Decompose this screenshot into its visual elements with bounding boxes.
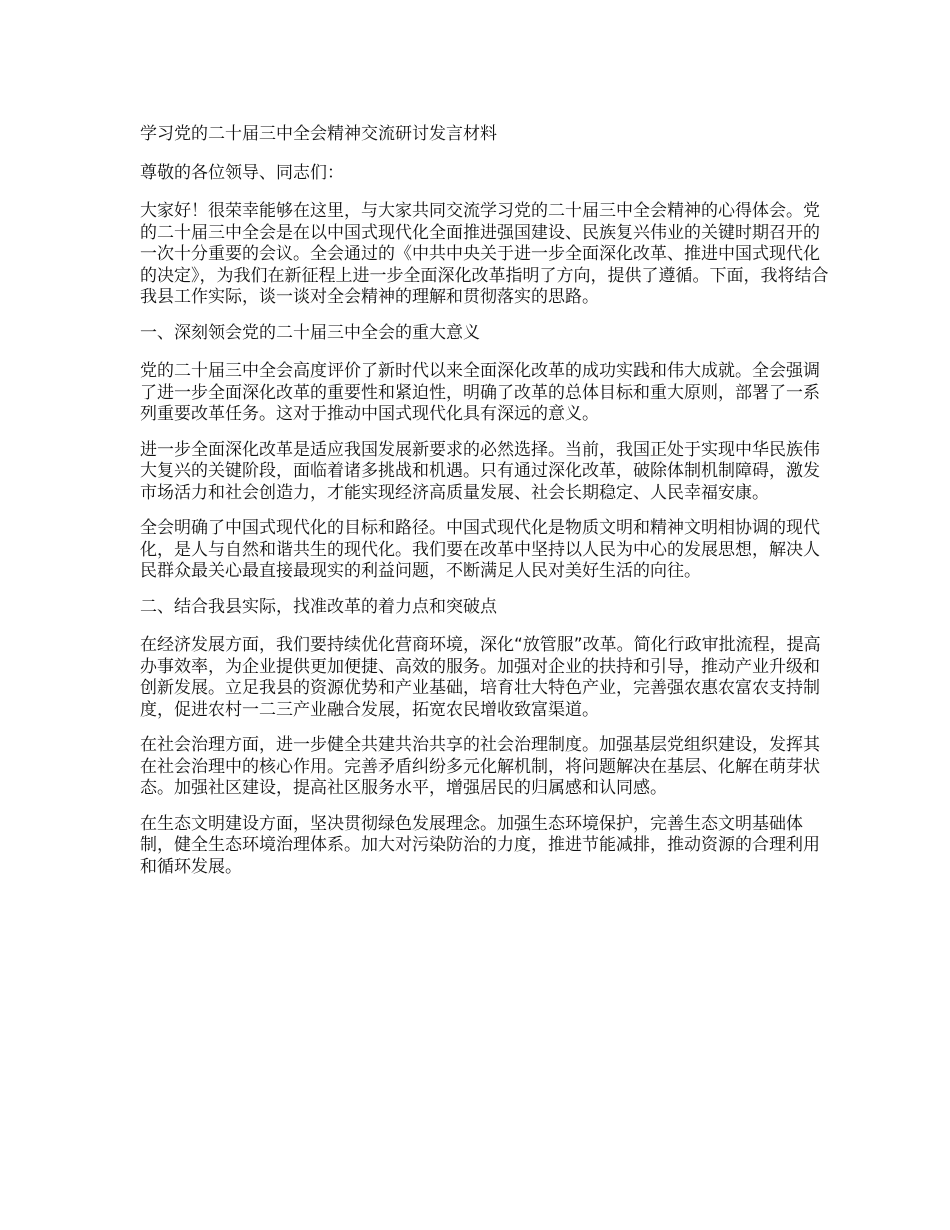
section-heading-2: 二、结合我县实际，找准改革的着力点和突破点 — [140, 596, 497, 617]
document-title: 学习党的二十届三中全会精神交流研讨发言材料 — [140, 124, 497, 144]
paragraph-significance-2: 进一步全面深化改革是适应我国发展新要求的必然选择。当前，我国正处于实现中华民族伟大复兴的关键阶段，面临着诸多挑战和机遇。只有通过深化改革，破除体制机制障碍，激发市场活力和社会创造力，才能实现经济高质量发展、社会长期稳定、人民幸福安康。 — [140, 439, 820, 503]
salutation: 尊敬的各位领导、同志们： — [140, 162, 344, 183]
paragraph-governance: 在社会治理方面，进一步健全共建共治共享的社会治理制度。加强基层党组织建设，发挥其在社会治理中的核心作用。完善矛盾纠纷多元化解机制，将问题解决在基层、化解在萌芽状态。加强社区建设，提高社区服务水平，增强居民的归属感和认同感。 — [140, 735, 820, 798]
paragraph-economy: 在经济发展方面，我们要持续优化营商环境，深化“放管服”改革。简化行政审批流程，提高办事效率，为企业提供更加便捷、高效的服务。加强对企业的扶持和引导，推动产业升级和创新发展。立足我县的资源优势和产业基础，培育壮大特色产业，完善强农惠农富农支持制度，促进农村一二三产业融合发展，拓宽农民增收致富渠道。 — [140, 635, 821, 720]
paragraph-significance-3: 全会明确了中国式现代化的目标和路径。中国式现代化是物质文明和精神文明相协调的现代化，是人与自然和谐共生的现代化。我们要在改革中坚持以人民为中心的发展思想，解决人民群众最关心最直接最现实的利益问题，不断满足人民对美好生活的向往。 — [140, 518, 820, 581]
intro-paragraph: 大家好！很荣幸能够在这里，与大家共同交流学习党的二十届三中全会精神的心得体会。党的二十届三中全会是在以中国式现代化全面推进强国建设、民族复兴伟业的关键时期召开的一次十分重要的会议。全会通过的《中共中央关于进一步全面深化改革、推进中国式现代化的决定》，为我们在新征程上进一步全面深化改革指明了方向，提供了遵循。下面，我将结合我县工作实际，谈一谈对全会精神的理解和贯彻落实的思路。 — [140, 201, 829, 307]
document-body — [140, 124, 830, 892]
paragraph-ecology: 在生态文明建设方面，坚决贯彻绿色发展理念。加强生态环境保护，完善生态文明基础体制，健全生态环境治理体系。加大对污染防治的力度，推进节能减排，推动资源的合理利用和循环发展。 — [140, 813, 820, 877]
paragraph-significance-1: 党的二十届三中全会高度评价了新时代以来全面深化改革的成功实践和伟大成就。全会强调了进一步全面深化改革的重要性和紧迫性，明确了改革的总体目标和重大原则，部署了一系列重要改革任务。这对于推动中国式现代化具有深远的意义。 — [140, 361, 820, 424]
section-heading-1: 一、深刻领会党的二十届三中全会的重大意义 — [140, 322, 480, 343]
